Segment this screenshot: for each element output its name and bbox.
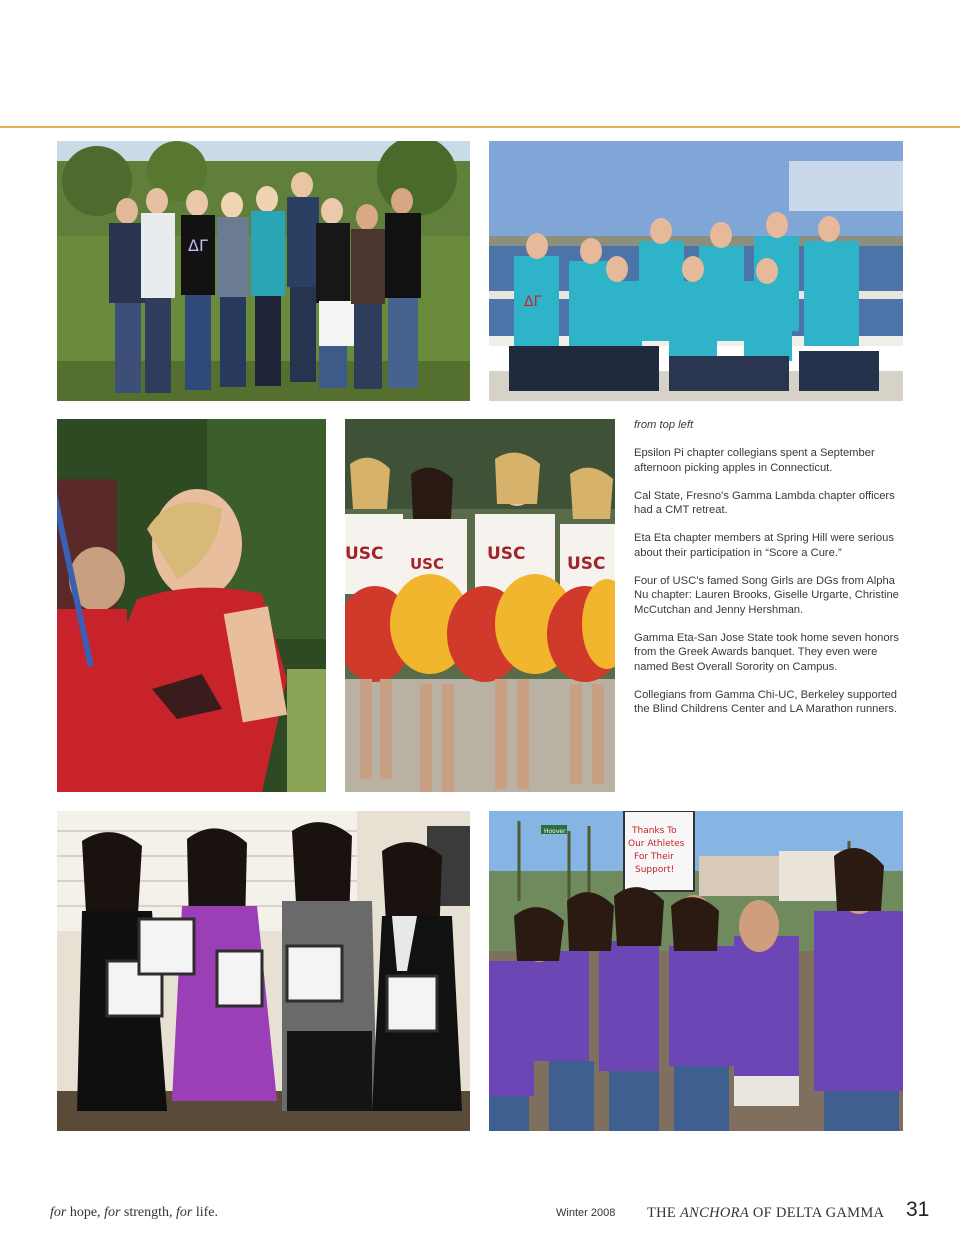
- usc-text-2: USC: [410, 555, 444, 573]
- caption-alpha-nu: Four of USC’s famed Song Girls are DGs from Alpha Nu chapter: Lauren Brooks, Giselle Urgarte, Christine McCutchan and Jenny Hershman.: [634, 575, 899, 616]
- photo-la-marathon: [489, 811, 903, 1131]
- photo-apple-picking: [57, 141, 470, 401]
- caption-lead: from top left: [634, 419, 694, 431]
- shirt-letters-pier: ΔΓ: [524, 294, 542, 310]
- caption-epsilon-pi: Epsilon Pi chapter collegians spent a September afternoon picking apples in Connecticut.: [634, 447, 875, 474]
- photo-score-a-cure: [57, 419, 326, 792]
- header-rule: [0, 126, 960, 128]
- mast-anchora: ANCHORA: [680, 1205, 749, 1221]
- caption-gamma-chi: Collegians from Gamma Chi-UC, Berkeley supported the Blind Childrens Center and LA Marathon runners.: [634, 688, 898, 716]
- sign-line-3: For Their: [634, 852, 674, 862]
- tagline-hope: hope,: [66, 1205, 105, 1220]
- photo-usc-song-girls: [345, 419, 615, 792]
- usc-text-3: USC: [487, 544, 526, 564]
- usc-text-1: USC: [345, 544, 384, 564]
- sign-line-2: Our Athletes: [628, 839, 685, 849]
- tagline-for-3: for: [176, 1205, 193, 1220]
- mast-the: THE: [647, 1205, 681, 1221]
- footer-tagline: [50, 1205, 218, 1221]
- masthead: [647, 1205, 884, 1222]
- page-number: 31: [906, 1198, 930, 1221]
- mast-rest: OF DELTA GAMMA: [748, 1205, 885, 1221]
- shirt-letters-apple: ΔΓ: [188, 236, 208, 255]
- tagline-strength: strength,: [120, 1205, 177, 1220]
- photo-greek-awards: [57, 811, 470, 1131]
- issue-date: Winter 2008: [556, 1207, 616, 1219]
- caption-gamma-lambda: Cal State, Fresno’s Gamma Lambda chapter officers had a CMT retreat.: [634, 489, 895, 517]
- tagline-for-2: for: [104, 1205, 121, 1220]
- usc-text-4: USC: [567, 554, 606, 574]
- tagline-life: life.: [192, 1205, 219, 1220]
- street-sign-text: Hoover: [544, 828, 566, 835]
- sign-line-4: Support!: [635, 865, 675, 875]
- photo-cmt-retreat: [489, 141, 903, 401]
- tagline-for-1: for: [50, 1205, 67, 1220]
- caption-column: [634, 418, 909, 730]
- sign-line-1: Thanks To: [632, 826, 677, 836]
- caption-eta-eta: Eta Eta chapter members at Spring Hill were serious about their participation in “Score a Cure.”: [634, 532, 894, 559]
- caption-gamma-eta: Gamma Eta-San Jose State took home seven honors from the Greek Awards banquet. They even were named Best Overall Sorority on Campus.: [634, 631, 899, 673]
